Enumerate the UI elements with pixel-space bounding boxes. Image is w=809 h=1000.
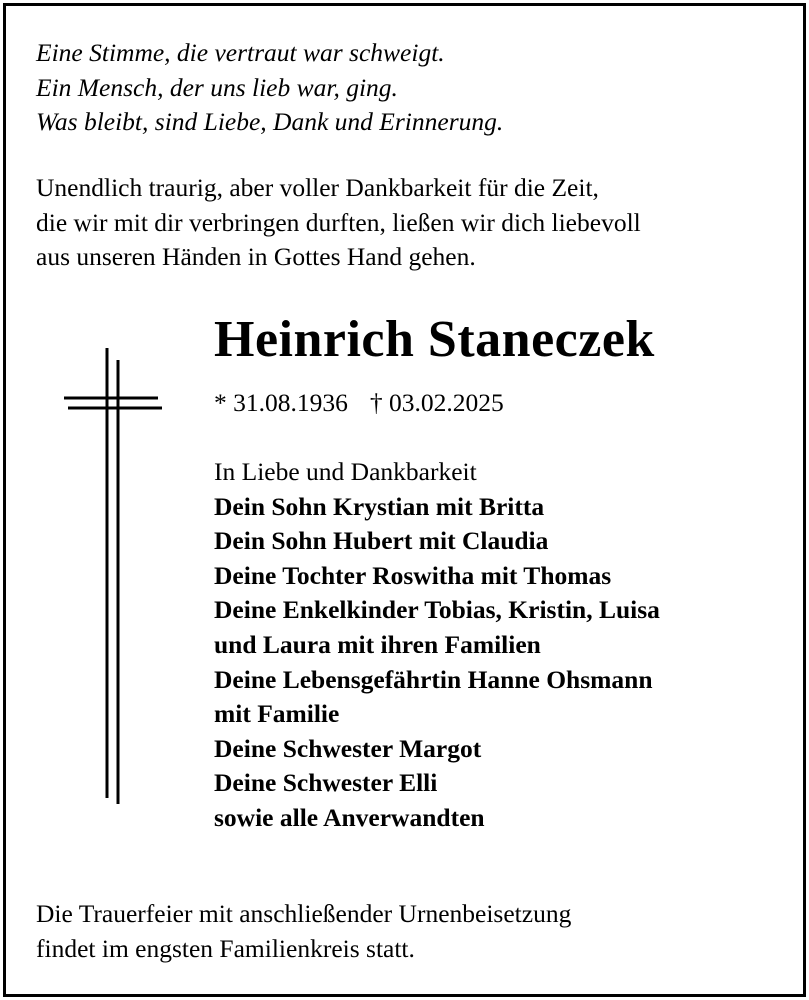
intro-line: die wir mit dir verbringen durften, ließen wir dich liebevoll [36, 207, 641, 237]
intro-line: aus unseren Händen in Gottes Hand gehen. [36, 242, 476, 271]
mourners-lead: In Liebe und Dankbarkeit [214, 457, 477, 486]
mourner-line: mit Familie [214, 699, 340, 729]
deceased-name: Heinrich Staneczek [214, 311, 655, 368]
death-date: † 03.02.2025 [369, 388, 504, 417]
intro-line: Unendlich traurig, aber voller Dankbarkeit für die Zeit, [36, 173, 599, 202]
mourner-line: Dein Sohn Krystian mit Britta [214, 491, 545, 521]
mourner-line: Deine Lebensgefährtin Hanne Ohsmann [214, 664, 653, 694]
mourner-line: Deine Enkelkinder Tobias, Kristin, Luisa [214, 595, 660, 625]
mourner-line: Deine Tochter Roswitha mit Thomas [214, 560, 612, 590]
funeral-info [36, 897, 571, 966]
birth-date: * 31.08.1936 [214, 388, 348, 417]
poem [36, 36, 503, 140]
funeral-info-line: findet im engsten Familienkreis statt. [36, 933, 415, 963]
mourner-line: sowie alle Anverwandten [214, 802, 485, 832]
mourner-line: Deine Schwester Elli [214, 768, 438, 798]
poem-line: Eine Stimme, die vertraut war schweigt. [36, 38, 445, 67]
poem-line: Ein Mensch, der uns lieb war, ging. [36, 72, 398, 102]
intro-text [36, 171, 641, 275]
funeral-info-line: Die Trauerfeier mit anschließender Urnenbeisetzung [36, 899, 572, 928]
mourner-line: und Laura mit ihren Familien [214, 629, 541, 659]
mourner-line: Deine Schwester Margot [214, 733, 482, 763]
mourner-line: Dein Sohn Hubert mit Claudia [214, 526, 549, 556]
cross-icon [62, 348, 162, 804]
poem-line: Was bleibt, sind Liebe, Dank und Erinnerung. [36, 107, 504, 136]
life-dates [214, 386, 504, 420]
mourners-list [214, 455, 660, 836]
